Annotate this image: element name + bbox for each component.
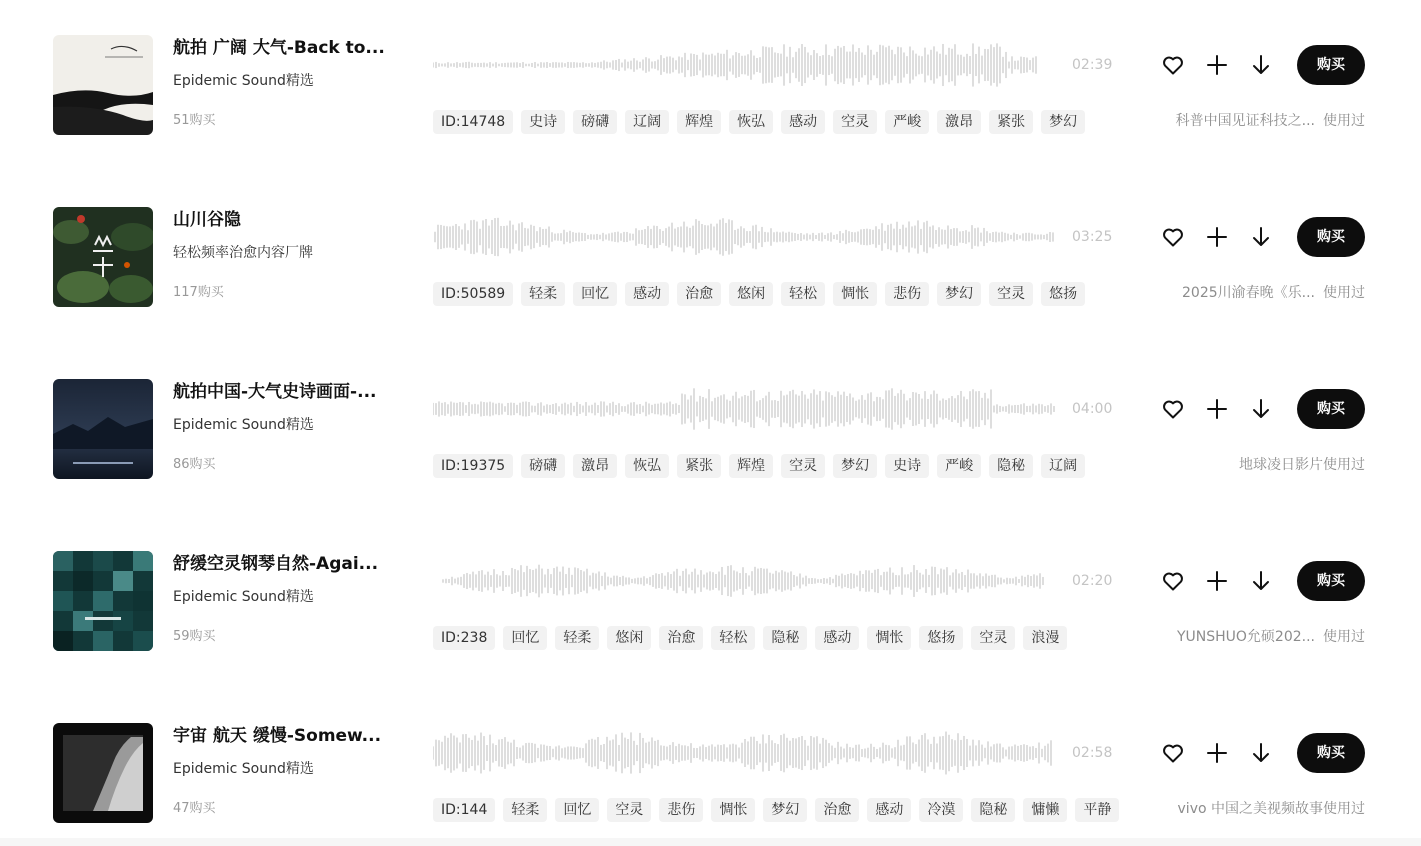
tag[interactable]: 轻柔 xyxy=(503,798,547,822)
tag[interactable]: 梦幻 xyxy=(1041,110,1085,134)
download-button[interactable] xyxy=(1249,397,1273,421)
plus-icon xyxy=(1205,741,1229,765)
add-button[interactable] xyxy=(1205,569,1229,593)
tag[interactable]: ID:238 xyxy=(433,626,495,650)
usage-project[interactable]: YUNSHUO允硕202... xyxy=(1176,629,1315,645)
like-button[interactable] xyxy=(1161,53,1185,77)
track-title[interactable]: 宇宙 航天 缓慢-Somew... xyxy=(173,726,382,746)
tag[interactable]: 冷漠 xyxy=(919,798,963,822)
plus-icon xyxy=(1205,225,1229,249)
tag[interactable]: ID:14748 xyxy=(433,110,513,134)
buy-button[interactable]: 购买 xyxy=(1297,733,1365,773)
bottom-divider xyxy=(0,838,1421,846)
tag[interactable]: 空灵 xyxy=(989,282,1033,306)
buy-button[interactable]: 购买 xyxy=(1297,389,1365,429)
heart-icon xyxy=(1161,53,1185,77)
usage-project[interactable]: 科普中国见证科技之... xyxy=(1175,113,1315,129)
tag[interactable]: 史诗 xyxy=(521,110,565,134)
track-title[interactable]: 舒缓空灵钢琴自然-Agai... xyxy=(173,554,379,574)
tag-list xyxy=(433,626,1067,650)
tag[interactable]: 辽阔 xyxy=(1041,454,1085,478)
album-cover[interactable] xyxy=(53,207,153,307)
add-button[interactable] xyxy=(1205,741,1229,765)
waveform[interactable] xyxy=(433,729,1058,777)
tag[interactable]: 平静 xyxy=(1075,798,1119,822)
tag[interactable]: 治愈 xyxy=(677,282,721,306)
heart-icon xyxy=(1161,397,1185,421)
track-artist[interactable]: 轻松频率治愈内容厂牌 xyxy=(173,245,313,261)
tag[interactable]: 浪漫 xyxy=(1023,626,1067,650)
tag[interactable]: 隐秘 xyxy=(971,798,1015,822)
download-arrow-icon xyxy=(1249,397,1273,421)
track-duration: 02:39 xyxy=(1072,57,1113,73)
tag[interactable]: ID:144 xyxy=(433,798,495,822)
tag[interactable]: ID:19375 xyxy=(433,454,513,478)
tag[interactable]: 悠扬 xyxy=(919,626,963,650)
usage-suffix: 使用过 xyxy=(1323,457,1365,473)
tag[interactable]: 激昂 xyxy=(573,454,617,478)
purchase-count: 51购买 xyxy=(173,113,216,128)
usage-info xyxy=(1178,800,1365,818)
track-row xyxy=(0,207,1421,307)
track-row xyxy=(0,551,1421,651)
tag[interactable]: 惆怅 xyxy=(833,282,877,306)
tag[interactable]: 恢弘 xyxy=(729,110,773,134)
tag[interactable]: 感动 xyxy=(867,798,911,822)
tag[interactable]: 空灵 xyxy=(833,110,877,134)
tag[interactable]: 空灵 xyxy=(781,454,825,478)
tag[interactable]: 轻柔 xyxy=(521,282,565,306)
album-cover[interactable] xyxy=(53,723,153,823)
track-duration: 04:00 xyxy=(1072,401,1113,417)
tag-list xyxy=(433,110,1085,134)
tag[interactable]: 史诗 xyxy=(885,454,929,478)
tag[interactable]: 惆怅 xyxy=(867,626,911,650)
track-duration: 03:25 xyxy=(1072,229,1113,245)
tag[interactable]: 轻柔 xyxy=(555,626,599,650)
usage-suffix: 使用过 xyxy=(1323,629,1365,645)
album-cover[interactable] xyxy=(53,379,153,479)
tag[interactable]: 梦幻 xyxy=(763,798,807,822)
album-cover[interactable] xyxy=(53,551,153,651)
purchase-count: 117购买 xyxy=(173,285,224,300)
tag[interactable]: 严峻 xyxy=(885,110,929,134)
download-button[interactable] xyxy=(1249,225,1273,249)
tag[interactable]: 悠闲 xyxy=(607,626,651,650)
track-title[interactable]: 航拍中国-大气史诗画面-... xyxy=(173,382,377,402)
tag[interactable]: 辉煌 xyxy=(677,110,721,134)
tag-list xyxy=(433,282,1085,306)
tag[interactable]: 梦幻 xyxy=(937,282,981,306)
tag[interactable]: 治愈 xyxy=(815,798,859,822)
add-button[interactable] xyxy=(1205,225,1229,249)
tag[interactable]: 悲伤 xyxy=(885,282,929,306)
tag-list xyxy=(433,454,1085,478)
like-button[interactable] xyxy=(1161,741,1185,765)
tag[interactable]: 梦幻 xyxy=(833,454,877,478)
like-button[interactable] xyxy=(1161,569,1185,593)
tag-list xyxy=(433,798,1119,822)
track-title[interactable]: 航拍 广阔 大气-Back to... xyxy=(173,38,385,58)
purchase-count: 59购买 xyxy=(173,629,216,644)
tag[interactable]: 激昂 xyxy=(937,110,981,134)
usage-info xyxy=(1176,112,1365,130)
download-arrow-icon xyxy=(1249,569,1273,593)
plus-icon xyxy=(1205,53,1229,77)
tag[interactable]: 紧张 xyxy=(677,454,721,478)
usage-project[interactable]: vivo 中国之美视频故事 xyxy=(1177,801,1323,817)
track-title[interactable]: 山川谷隐 xyxy=(173,210,241,230)
download-arrow-icon xyxy=(1249,53,1273,77)
tag[interactable]: 回忆 xyxy=(573,282,617,306)
tag[interactable]: 悠扬 xyxy=(1041,282,1085,306)
tag[interactable]: 惆怅 xyxy=(711,798,755,822)
usage-suffix: 使用过 xyxy=(1323,801,1365,817)
usage-info xyxy=(1239,456,1365,474)
track-duration: 02:58 xyxy=(1072,745,1113,761)
tag[interactable]: 隐秘 xyxy=(989,454,1033,478)
tag[interactable]: 回忆 xyxy=(503,626,547,650)
tag[interactable]: 严峻 xyxy=(937,454,981,478)
buy-button[interactable]: 购买 xyxy=(1297,217,1365,257)
download-button[interactable] xyxy=(1249,741,1273,765)
tag[interactable]: ID:50589 xyxy=(433,282,513,306)
purchase-count: 47购买 xyxy=(173,801,216,816)
tag[interactable]: 磅礴 xyxy=(521,454,565,478)
waveform[interactable] xyxy=(433,41,1058,89)
tag[interactable]: 感动 xyxy=(781,110,825,134)
add-button[interactable] xyxy=(1205,53,1229,77)
usage-suffix: 使用过 xyxy=(1323,113,1365,129)
tag[interactable]: 磅礴 xyxy=(573,110,617,134)
track-row xyxy=(0,35,1421,135)
tag[interactable]: 悲伤 xyxy=(659,798,703,822)
usage-suffix: 使用过 xyxy=(1323,285,1365,301)
tag[interactable]: 恢弘 xyxy=(625,454,669,478)
tag[interactable]: 感动 xyxy=(815,626,859,650)
waveform[interactable] xyxy=(433,213,1058,261)
plus-icon xyxy=(1205,397,1229,421)
buy-button[interactable]: 购买 xyxy=(1297,45,1365,85)
usage-project[interactable]: 地球凌日影片 xyxy=(1239,457,1323,473)
heart-icon xyxy=(1161,225,1185,249)
buy-button[interactable]: 购买 xyxy=(1297,561,1365,601)
tag[interactable]: 紧张 xyxy=(989,110,1033,134)
track-row xyxy=(0,723,1421,823)
tag[interactable]: 悠闲 xyxy=(729,282,773,306)
tag[interactable]: 治愈 xyxy=(659,626,703,650)
usage-info xyxy=(1177,628,1365,646)
download-arrow-icon xyxy=(1249,225,1273,249)
album-cover[interactable] xyxy=(53,35,153,135)
heart-icon xyxy=(1161,741,1185,765)
tag[interactable]: 轻松 xyxy=(711,626,755,650)
download-button[interactable] xyxy=(1249,569,1273,593)
tag[interactable]: 空灵 xyxy=(607,798,651,822)
download-arrow-icon xyxy=(1249,741,1273,765)
like-button[interactable] xyxy=(1161,397,1185,421)
usage-project[interactable]: 2025川渝春晚《乐... xyxy=(1182,285,1315,301)
tag[interactable]: 轻松 xyxy=(781,282,825,306)
usage-info xyxy=(1182,284,1365,302)
track-duration: 02:20 xyxy=(1072,573,1113,589)
track-artist[interactable]: Epidemic Sound精选 xyxy=(173,417,314,433)
track-artist[interactable]: Epidemic Sound精选 xyxy=(173,589,314,605)
waveform[interactable] xyxy=(433,385,1058,433)
download-button[interactable] xyxy=(1249,53,1273,77)
tag[interactable]: 空灵 xyxy=(971,626,1015,650)
tag[interactable]: 回忆 xyxy=(555,798,599,822)
waveform[interactable] xyxy=(433,557,1058,605)
heart-icon xyxy=(1161,569,1185,593)
purchase-count: 86购买 xyxy=(173,457,216,472)
track-row xyxy=(0,379,1421,479)
add-button[interactable] xyxy=(1205,397,1229,421)
track-artist[interactable]: Epidemic Sound精选 xyxy=(173,73,314,89)
tag[interactable]: 辉煌 xyxy=(729,454,773,478)
tag[interactable]: 感动 xyxy=(625,282,669,306)
track-artist[interactable]: Epidemic Sound精选 xyxy=(173,761,314,777)
plus-icon xyxy=(1205,569,1229,593)
like-button[interactable] xyxy=(1161,225,1185,249)
tag[interactable]: 慵懒 xyxy=(1023,798,1067,822)
tag[interactable]: 隐秘 xyxy=(763,626,807,650)
tag[interactable]: 辽阔 xyxy=(625,110,669,134)
